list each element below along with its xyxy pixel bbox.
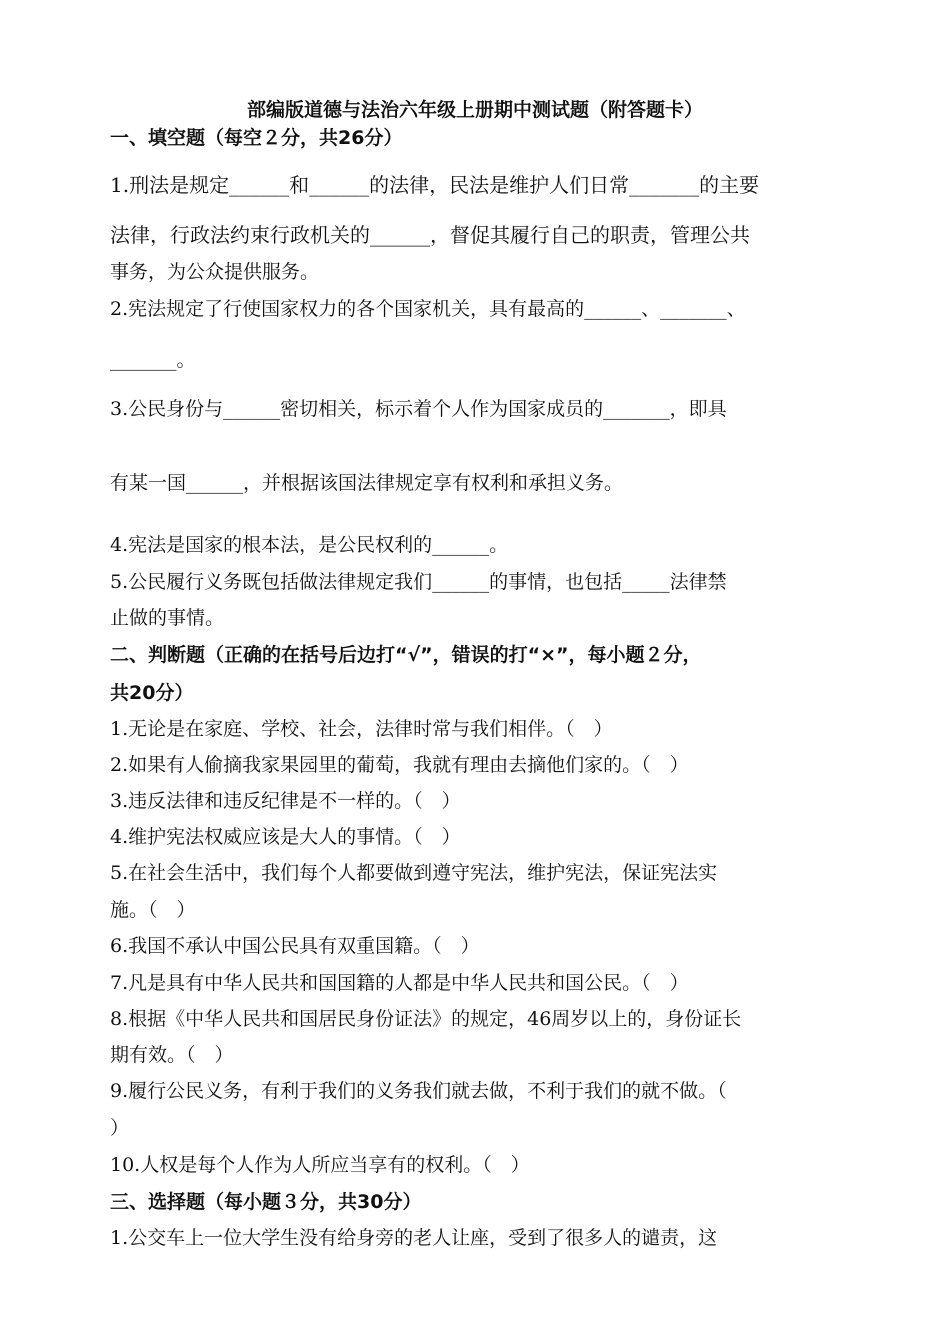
section1-line: 3.公民身份与______密切相关，标示着个人作为国家成员的_______，即具 bbox=[110, 398, 727, 420]
section3-item: 1.公交车上一位大学生没有给身旁的老人让座，受到了很多人的谴责，这 bbox=[110, 1227, 718, 1249]
section1-line: 1.刑法是规定______和______的法律，民法是维护人们日常_______的主要 bbox=[110, 173, 760, 197]
section2-item: 9.履行公民义务，有利于我们的义务我们就去做，不利于我们的就不做。（ bbox=[110, 1080, 727, 1102]
section1-line: 5.公民履行义务既包括做法律规定我们______的事情，也包括_____法律禁 bbox=[110, 571, 727, 593]
section2-heading: 二、判断题（正确的在括号后边打“√”，错误的打“×”，每小题２分， bbox=[110, 644, 702, 666]
section2-item: 4.维护宪法权威应该是大人的事情。（ ） bbox=[110, 826, 461, 848]
section2-item: 1.无论是在家庭、学校、社会，法律时常与我们相伴。（ ） bbox=[110, 718, 613, 740]
section2-heading: 共20分） bbox=[110, 682, 194, 704]
section2-item: 2.如果有人偷摘我家果园里的葡萄，我就有理由去摘他们家的。（ ） bbox=[110, 754, 689, 776]
section1-line: 2.宪法规定了行使国家权力的各个国家机关，具有最高的______、_______、 bbox=[110, 298, 746, 320]
section1-line: 有某一国______，并根据该国法律规定享有权利和承担义务。 bbox=[110, 472, 624, 494]
section3-heading: 三、选择题（每小题３分，共30分） bbox=[110, 1191, 422, 1213]
section2-item: 6.我国不承认中国公民具有双重国籍。（ ） bbox=[110, 935, 480, 957]
section2-item: 期有效。（ ） bbox=[110, 1044, 234, 1066]
section1-line: 法律，行政法约束行政机关的______，督促其履行自己的职责，管理公共 bbox=[110, 223, 750, 247]
document-title: 部编版道德与法治六年级上册期中测试题（附答题卡） bbox=[246, 99, 703, 121]
section2-item: 3.违反法律和违反纪律是不一样的。（ ） bbox=[110, 790, 461, 812]
section2-item: 5.在社会生活中，我们每个人都要做到遵守宪法，维护宪法，保证宪法实 bbox=[110, 862, 718, 884]
section2-item: 7.凡是具有中华人民共和国国籍的人都是中华人民共和国公民。（ ） bbox=[110, 972, 689, 994]
section2-item: ） bbox=[110, 1117, 130, 1139]
section1-line: 事务，为公众提供服务。 bbox=[110, 261, 320, 283]
section2-item: 8.根据《中华人民共和国居民身份证法》的规定，46周岁以上的，身份证长 bbox=[110, 1008, 742, 1030]
section2-item: 10.人权是每个人作为人所应当享有的权利。（ ） bbox=[110, 1154, 530, 1176]
section1-line: 止做的事情。 bbox=[110, 607, 225, 629]
section1-line: _______。 bbox=[110, 349, 196, 371]
section2-item: 施。（ ） bbox=[110, 899, 196, 921]
section1-heading: 一、填空题（每空２分，共26分） bbox=[110, 127, 403, 149]
section1-line: 4.宪法是国家的根本法，是公民权利的______。 bbox=[110, 534, 509, 556]
